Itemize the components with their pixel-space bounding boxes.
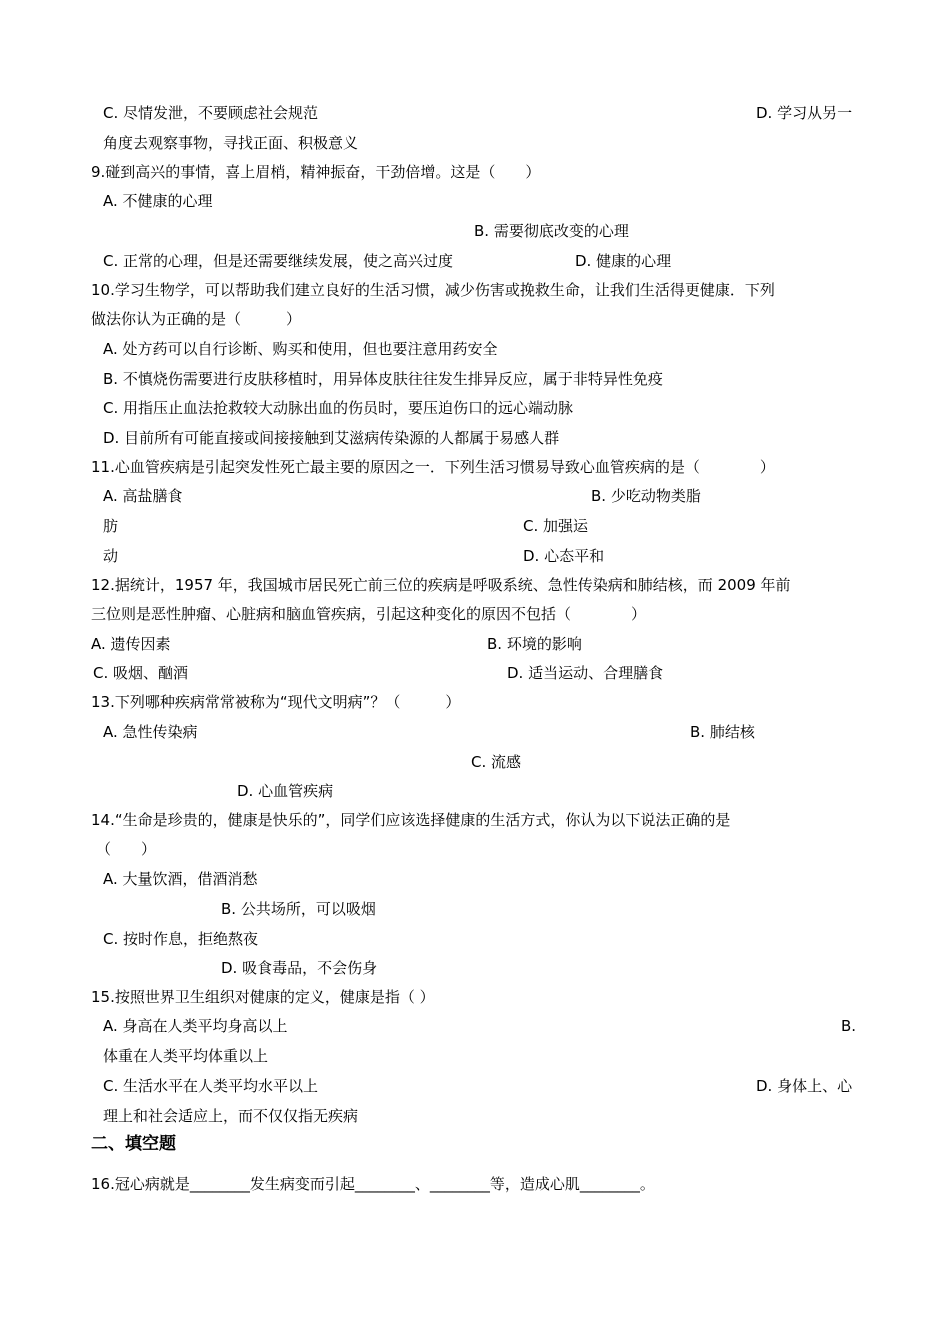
q15-option-b-continued: 体重在人类平均体重以上: [103, 1047, 269, 1065]
q14-option-b: B. 公共场所，可以吸烟: [221, 900, 376, 918]
q11-stem: 11.心血管疾病是引起突发性死亡最主要的原因之一．下列生活习惯易导致心血管疾病的是（ ）: [91, 458, 775, 476]
q14-stem-continued: （ ）: [96, 840, 157, 858]
q10-option-a: A. 处方药可以自行诊断、购买和使用，但也要注意用药安全: [103, 340, 498, 358]
q15-option-d: D. 身体上、心: [756, 1077, 853, 1095]
q10-option-c: C. 用指压止血法抢救较大动脉出血的伤员时，要压迫伤口的远心端动脉: [103, 399, 574, 417]
q11-option-c: C. 加强运: [523, 517, 589, 535]
q9-option-b: B. 需要彻底改变的心理: [474, 222, 629, 240]
section-title-fill-in: 二、填空题: [91, 1134, 176, 1154]
q14-option-a: A. 大量饮酒，借酒消愁: [103, 870, 258, 888]
q12-option-d: D. 适当运动、合理膳食: [507, 664, 664, 682]
q16-stem: 16.冠心病就是________发生病变而引起________、________等，造成心肌________。: [91, 1175, 655, 1193]
q13-option-d: D. 心血管疾病: [237, 782, 334, 800]
q12-stem: 12.据统计，1957 年，我国城市居民死亡前三位的疾病是呼吸系统、急性传染病和肺结核，而 2009 年前: [91, 576, 791, 594]
q11-option-b: B. 少吃动物类脂: [591, 487, 701, 505]
q11-option-a: A. 高盐膳食: [103, 487, 183, 505]
q9-stem: 9.碰到高兴的事情，喜上眉梢，精神振奋，干劲倍增。这是（ ）: [91, 163, 541, 181]
q15-option-c: C. 生活水平在人类平均水平以上: [103, 1077, 319, 1095]
q12-stem-continued: 三位则是恶性肿瘤、心脏病和脑血管疾病，引起这种变化的原因不包括（ ）: [91, 605, 647, 623]
q9-option-a: A. 不健康的心理: [103, 192, 213, 210]
q12-option-c: C. 吸烟、酗酒: [93, 664, 189, 682]
q12-option-a: A. 遗传因素: [91, 635, 171, 653]
q12-option-b: B. 环境的影响: [487, 635, 582, 653]
q10-option-b: B. 不慎烧伤需要进行皮肤移植时，用异体皮肤往往发生排异反应，属于非特异性免疫: [103, 370, 663, 388]
q10-stem-continued: 做法你认为正确的是（ ）: [91, 310, 302, 328]
q13-option-a: A. 急性传染病: [103, 723, 198, 741]
q14-option-d: D. 吸食毒品，不会伤身: [221, 959, 378, 977]
q9-option-c: C. 正常的心理，但是还需要继续发展，使之高兴过度: [103, 252, 454, 270]
q15-option-b: B.: [841, 1017, 857, 1035]
q13-option-c: C. 流感: [471, 753, 522, 771]
q15-option-d-continued: 理上和社会适应上，而不仅仅指无疾病: [103, 1107, 359, 1125]
q11-option-c-continued: 动: [103, 547, 119, 565]
q13-option-b: B. 肺结核: [690, 723, 755, 741]
q14-option-c: C. 按时作息，拒绝熬夜: [103, 930, 259, 948]
q13-stem: 13.下列哪种疾病常常被称为“现代文明病”？（ ）: [91, 693, 461, 711]
q10-option-d: D. 目前所有可能直接或间接接触到艾滋病传染源的人都属于易感人群: [103, 429, 560, 447]
q9-option-d: D. 健康的心理: [575, 252, 672, 270]
q11-option-d: D. 心态平和: [523, 547, 605, 565]
q15-stem: 15.按照世界卫生组织对健康的定义，健康是指（ ）: [91, 988, 435, 1006]
q11-option-b-continued: 肪: [103, 517, 119, 535]
q8-option-c: C. 尽情发泄，不要顾虑社会规范: [103, 104, 319, 122]
q15-option-a: A. 身高在人类平均身高以上: [103, 1017, 288, 1035]
q14-stem: 14.“生命是珍贵的，健康是快乐的”，同学们应该选择健康的生活方式，你认为以下说法正确的是: [91, 811, 731, 829]
q8-option-d-continued: 角度去观察事物，寻找正面、积极意义: [103, 134, 359, 152]
q10-stem: 10.学习生物学，可以帮助我们建立良好的生活习惯，减少伤害或挽救生命，让我们生活得更健康．下列: [91, 281, 775, 299]
q8-option-d: D. 学习从另一: [756, 104, 853, 122]
